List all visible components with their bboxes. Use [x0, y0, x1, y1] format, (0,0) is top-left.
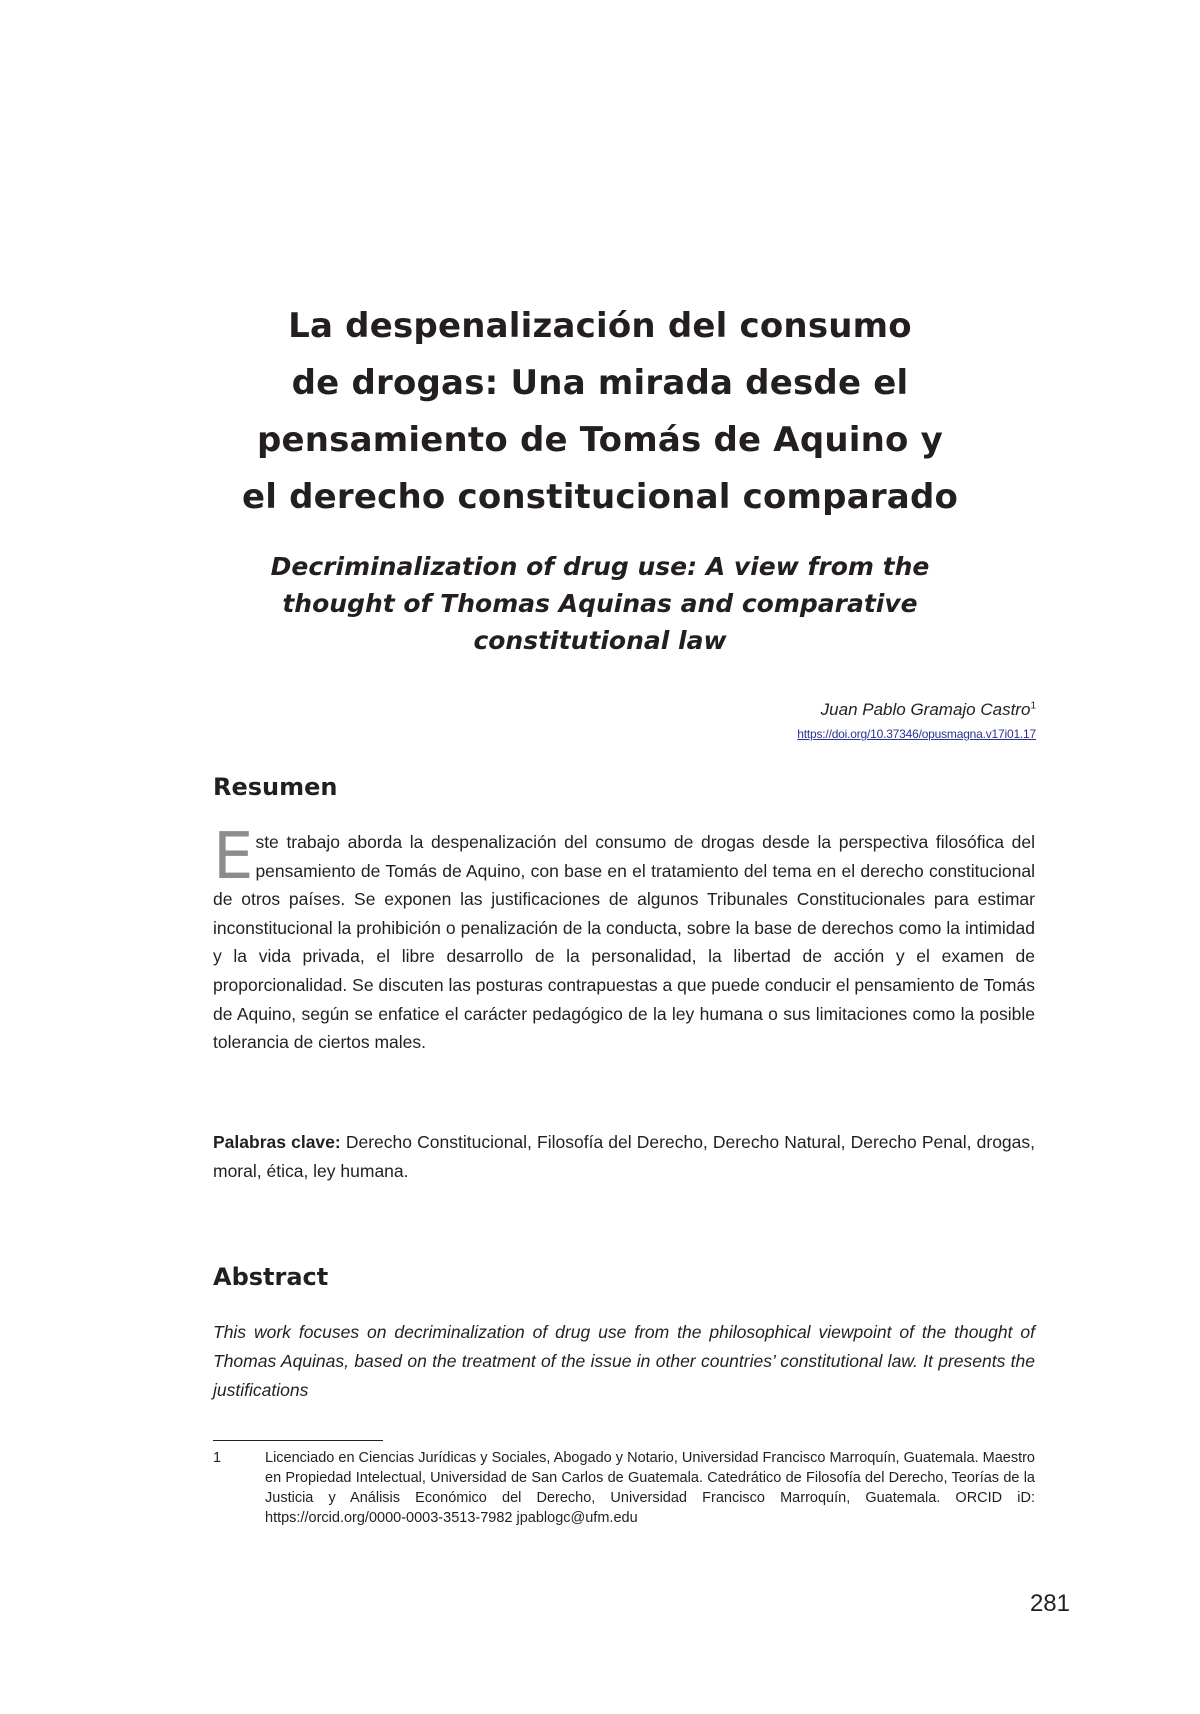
- title-line: el derecho constitucional comparado: [241, 477, 959, 517]
- title-line: pensamiento de Tomás de Aquino y: [256, 420, 943, 460]
- author-name-text: Juan Pablo Gramajo Castro: [820, 700, 1031, 719]
- article-subtitle-english: [150, 548, 1050, 659]
- keywords-text: Derecho Constitucional, Filosofía del Derecho, Derecho Natural, Derecho Penal, drogas, moral, ética, ley humana.: [213, 1132, 1035, 1181]
- author-name: [821, 700, 1036, 720]
- footnote-number: 1: [213, 1450, 222, 1466]
- doi-link[interactable]: https://doi.org/10.37346/opusmagna.v17i01.17: [797, 727, 1036, 741]
- author-footnote-marker[interactable]: 1: [1030, 700, 1036, 712]
- footnote-text: Licenciado en Ciencias Jurídicas y Sociales, Abogado y Notario, Universidad Francisco Marroquín, Guatemala. Maestro en Propiedad Intelectual, Universidad de San Carlos de Guatemala. Catedrático de Filosofía del Derecho, Teorías de la Justicia y Análisis Económico del Derecho, Universidad Francisco Marroquín, Guatemala. ORCID iD: https://orcid.org/0000-0003-3513-7982 jpablogc@ufm.edu: [265, 1450, 1035, 1526]
- footnote-divider: [213, 1440, 383, 1441]
- subtitle-line: thought of Thomas Aquinas and comparative: [282, 589, 918, 618]
- subtitle-line: constitutional law: [473, 626, 727, 655]
- subtitle-line: Decriminalization of drug use: A view from the: [270, 552, 930, 581]
- abstract-heading: Abstract: [213, 1263, 329, 1291]
- title-line: La despenalización del consumo: [288, 306, 912, 346]
- footnote: [213, 1448, 1035, 1528]
- page-number: 281: [1029, 1590, 1070, 1617]
- resumen-body: [213, 820, 1035, 1057]
- resumen-heading: Resumen: [213, 773, 338, 801]
- keywords: [213, 1128, 1035, 1185]
- resumen-text: ste trabajo aborda la despenalización del consumo de drogas desde la perspectiva filosófica del pensamiento de Tomás de Aquino, con base en el tratamiento del tema en el derecho constitucional de otros países. Se exponen las justificaciones de algunos Tribunales Constitucionales para estimar inconstitucional la prohibición o penalización de la conducta, sobre la base de derechos como la intimidad y la vida privada, el libre desarrollo de la personalidad, la libertad de acción y el examen de proporcionalidad. Se discuten las posturas contrapuestas a que puede conducir el pensamiento de Tomás de Aquino, según se enfatice el carácter pedagógico de la ley humana o sus limitaciones como la posible tolerancia de ciertos males.: [213, 832, 1035, 1053]
- abstract-body: This work focuses on decriminalization of drug use from the philosophical viewpoint of the thought of Thomas Aquinas, based on the treatment of the issue in other countries’ constitutional law. It presents the justifications: [213, 1322, 1035, 1400]
- title-line: de drogas: Una mirada desde el: [291, 363, 909, 403]
- dropcap-letter: E: [213, 820, 254, 894]
- article-title: [150, 298, 1050, 526]
- keywords-label: Palabras clave:: [213, 1132, 341, 1152]
